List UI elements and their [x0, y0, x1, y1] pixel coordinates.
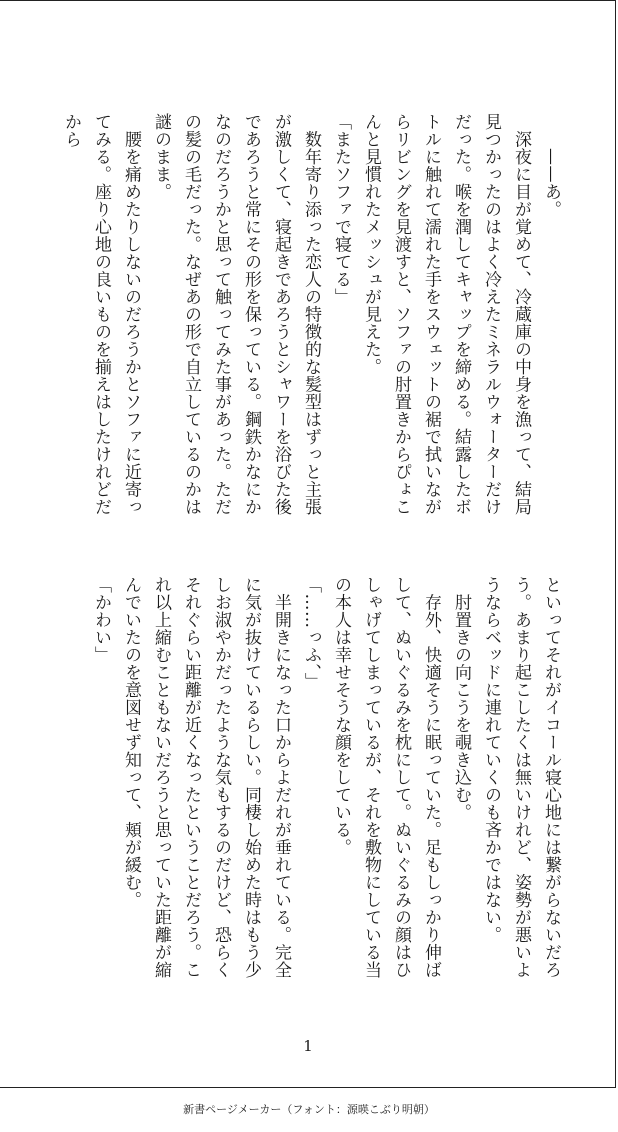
- paragraph: 腰を痛めたりしないのだろうかとソファに近寄ってみる。座り心地の良いものを揃えはしたけれどだから: [61, 113, 141, 516]
- paragraph: 深夜に目が覚めて、冷蔵庫の中身を漁って、結局見つかったのはよく冷えたミネラルウォーターだけだった。喉を潤してキャップを締める。結露したボトルに触れて濡れた手をスウェットの裾で拭いながらリビングを見渡すと、ソファの肘置きからぴょこんと見慣れたメッシュが見えた。: [361, 113, 531, 516]
- paragraph: 「またソファで寝てる」: [331, 113, 351, 306]
- paragraph: 存外、快適そうに眠っていた。足もしっかり伸ばして、ぬいぐるみを枕にして。ぬいぐるみの顔はひしゃげてしまっているが、それを敷物にしている当の本人は幸せそうな顔をしている。: [331, 576, 441, 979]
- paragraph: 数年寄り添った恋人の特徴的な髪型はずっと主張が激しくて、寝起きであろうとシャワーを浴びた後であろうと常にその形を保っている。鋼鉄かなにかなのだろうかと思って触ってみた事があった。ただの髪の毛だった。なぜあの形で自立しているのかは謎のまま。: [151, 113, 321, 516]
- paragraph: 「かわい」: [91, 576, 111, 664]
- paragraph: 「……っふ、」: [301, 576, 321, 690]
- paragraph: 半開きになった口からよだれが垂れている。完全に気が抜けているらしい。同棲し始めた時はもう少しお淑やかだったような気もするのだけど、恐らくそれぐらい距離が近くなったということだろう。これ以上縮むこともないだろうと思っていた距離が縮んでいたのを意図せず知って、頬が緩む。: [121, 576, 291, 979]
- paragraph: 肘置きの向こうを覗き込む。: [451, 576, 471, 821]
- paragraph: といってそれがイコール寝心地には繋がらないだろう。あまり起こしたくは無いけれど、姿勢が悪いようならベッドに連れていくのも吝かではない。: [481, 576, 561, 979]
- lower-text-block: [52, 576, 566, 988]
- upper-text-block: [52, 113, 566, 525]
- paragraph: ——あ。: [541, 113, 561, 218]
- page-number: 1: [303, 1037, 313, 1055]
- footer-credit: 新書ページメーカー（フォント：源暎こぶり明朝）: [183, 1103, 435, 1116]
